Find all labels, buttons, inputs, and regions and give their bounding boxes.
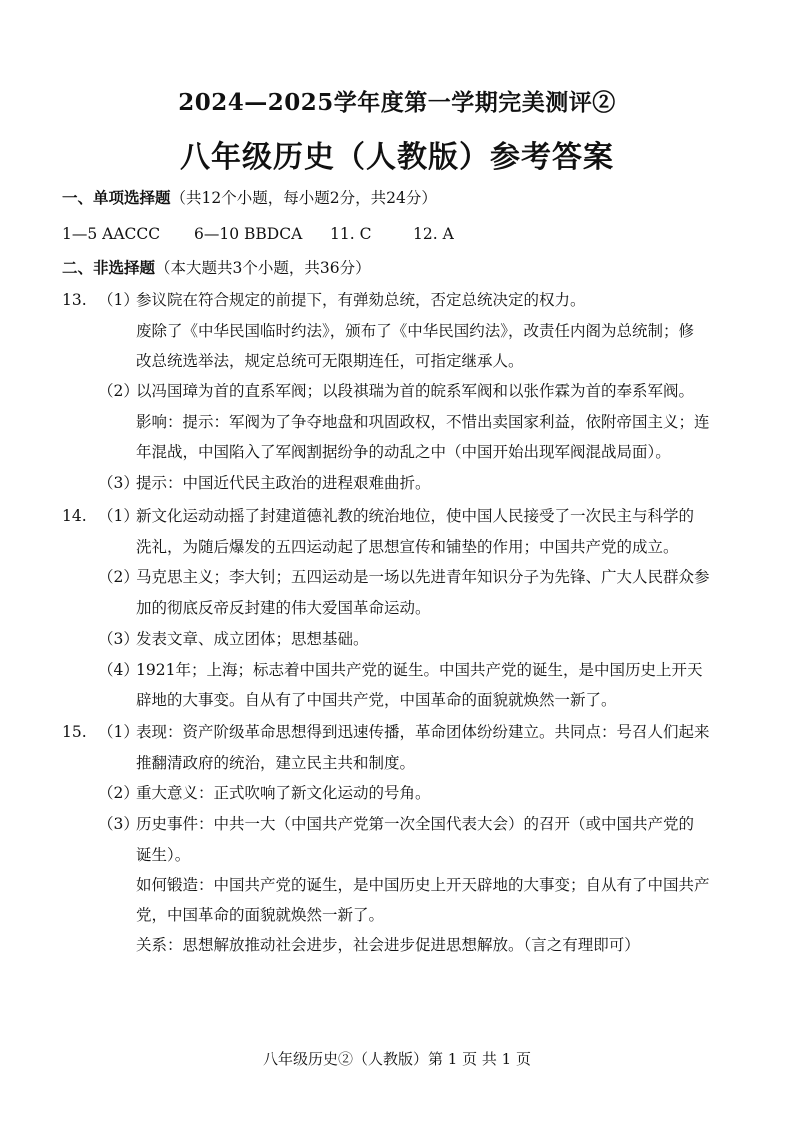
q13-part-1-line-3: 改总统选举法，规定总统可无限期连任，可指定继承人。	[136, 352, 524, 370]
q13-part-2-line-2: 影响：提示：军阀为了争夺地盘和巩固政权，不惜出卖国家利益，依附帝国主义；连	[136, 413, 710, 431]
q13-part-3-line-1: 提示：中国近代民主政治的进程艰难曲折。	[136, 474, 431, 492]
question-13-number: 13.	[62, 291, 87, 309]
section-1-answer-4: 12. A	[413, 225, 454, 243]
section-2-header	[62, 257, 371, 279]
q14-part-2-line-1: 马克思主义；李大钊；五四运动是一场以先进青年知识分子为先锋、广大人民群众参	[136, 568, 710, 586]
q15-part-3-line-4: 党，中国革命的面貌就焕然一新了。	[136, 906, 385, 924]
q13-part-2-line-1: 以冯国璋为首的直系军阀；以段祺瑞为首的皖系军阀和以张作霖为首的奉系军阀。	[136, 382, 695, 400]
question-14-number: 14.	[62, 507, 87, 525]
section-2-heading: 二、非选择题	[62, 258, 156, 277]
q14-part-2-label: （2）	[98, 568, 139, 586]
section-1-answer-2: 6—10 BBDCA	[194, 225, 303, 243]
title-line-1: 2024—2025学年度第一学期完美测评②	[178, 89, 616, 116]
q15-part-3-line-5: 关系：思想解放推动社会进步，社会进步促进思想解放。（言之有理即可）	[136, 936, 640, 954]
q13-part-1-label: （1）	[98, 291, 139, 309]
q15-part-3-line-1: 历史事件：中共一大（中国共产党第一次全国代表大会）的召开（或中国共产党的	[136, 815, 695, 833]
q13-part-3-label: （3）	[98, 474, 139, 492]
page-footer	[0, 1048, 794, 1069]
q14-part-1-line-1: 新文化运动动摇了封建道德礼教的统治地位，使中国人民接受了一次民主与科学的	[136, 507, 695, 525]
q15-part-3-line-3: 如何锻造：中国共产党的诞生，是中国历史上开天辟地的大事变；自从有了中国共产	[136, 876, 710, 894]
section-1-answer-1: 1—5 AACCC	[62, 225, 161, 243]
section-1-note: （共12个小题，每小题2分，共24分）	[170, 189, 437, 207]
q14-part-2-line-2: 加的彻底反帝反封建的伟大爱国革命运动。	[136, 599, 431, 617]
question-15-number: 15.	[62, 723, 87, 741]
q15-part-1-line-1: 表现：资产阶级革命思想得到迅速传播，革命团体纷纷建立。共同点：号召人们起来	[136, 723, 710, 741]
q13-part-2-line-3: 年混战，中国陷入了军阀割据纷争的动乱之中（中国开始出现军阀混战局面）。	[136, 443, 671, 461]
q15-part-3-line-2: 诞生）。	[136, 846, 191, 864]
section-1-header	[62, 187, 437, 209]
q14-part-4-line-1: 1921年；上海；标志着中国共产党的诞生。中国共产党的诞生，是中国历史上开天	[136, 661, 703, 679]
q14-part-1-line-2: 洗礼，为随后爆发的五四运动起了思想宣传和铺垫的作用；中国共产党的成立。	[136, 538, 679, 556]
q14-part-3-line-1: 发表文章、成立团体；思想基础。	[136, 630, 369, 648]
q13-part-1-line-2: 废除了《中华民国临时约法》，颁布了《中华民国约法》，改责任内阁为总统制；修	[136, 322, 695, 340]
q15-part-2-line-1: 重大意义：正式吹响了新文化运动的号角。	[136, 784, 431, 802]
q14-part-3-label: （3）	[98, 630, 139, 648]
q15-part-3-label: （3）	[98, 815, 139, 833]
q15-part-1-label: （1）	[98, 723, 139, 741]
title-line-2: 八年级历史（人教版）参考答案	[180, 140, 614, 175]
section-1-heading: 一、单项选择题	[62, 188, 171, 207]
q14-part-4-label: （4）	[98, 661, 139, 679]
q15-part-2-label: （2）	[98, 784, 139, 802]
q15-part-1-line-2: 推翻清政府的统治，建立民主共和制度。	[136, 754, 416, 772]
section-1-answer-3: 11. C	[330, 225, 372, 243]
section-2-note: （本大题共3个小题，共36分）	[155, 259, 371, 277]
footer-text: 八年级历史②（人教版）第 1 页 共 1 页	[263, 1050, 531, 1068]
q13-part-2-label: （2）	[98, 382, 139, 400]
q14-part-4-line-2: 辟地的大事变。自从有了中国共产党，中国革命的面貌就焕然一新了。	[136, 691, 617, 709]
q13-part-1-line-1: 参议院在符合规定的前提下，有弹劾总统，否定总统决定的权力。	[136, 291, 586, 309]
q14-part-1-label: （1）	[98, 507, 139, 525]
